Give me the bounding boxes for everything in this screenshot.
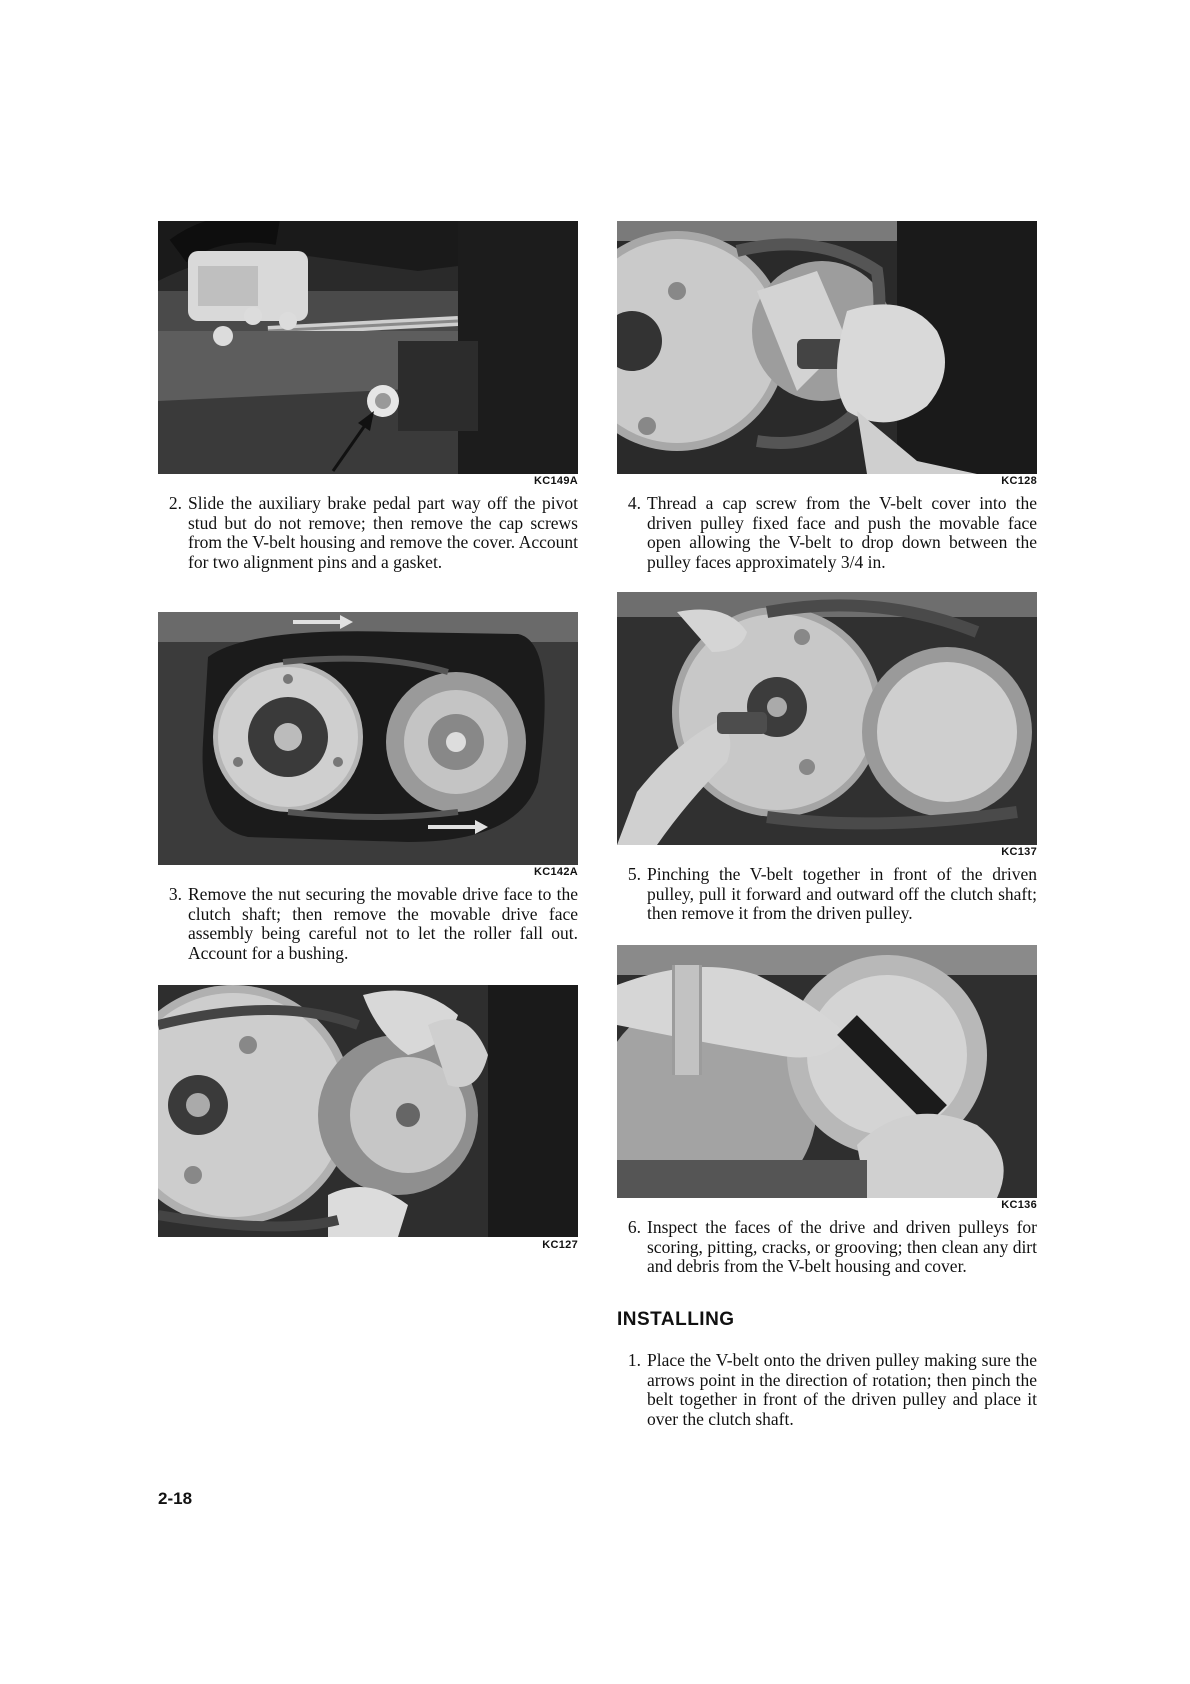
step-5	[617, 865, 1037, 924]
photo-removing-movable-drive-face	[158, 985, 578, 1237]
step-number: 3.	[168, 884, 182, 904]
step-4	[617, 494, 1037, 572]
figure-code-kc149a: KC149A	[534, 475, 578, 487]
photo-cap-screw-driven-pulley	[617, 221, 1037, 474]
step-number: 2.	[168, 493, 182, 513]
figure-code-kc137: KC137	[1001, 846, 1037, 858]
step-number: 6.	[627, 1217, 641, 1237]
step-text: Thread a cap screw from the V-belt cover into the driven pulley fixed face and push the movable face open allowing the V-belt to drop down between the pulley faces approximately 3/4 in.	[647, 493, 1037, 572]
photo-v-belt-housing-cover-removed	[158, 612, 578, 865]
step-number: 5.	[627, 864, 641, 884]
photo-pinching-v-belt	[617, 945, 1037, 1198]
section-heading-installing: INSTALLING	[617, 1309, 735, 1330]
step-2	[158, 494, 578, 572]
figure-code-kc127: KC127	[542, 1239, 578, 1251]
step-number: 1.	[627, 1350, 641, 1370]
install-step-1	[617, 1351, 1037, 1429]
step-6	[617, 1218, 1037, 1277]
step-text: Remove the nut securing the movable drive face to the clutch shaft; then remove the movable drive face assembly being careful not to let the roller fall out. Account for a bushing.	[188, 884, 578, 963]
photo-brake-pedal-pivot	[158, 221, 578, 474]
photo-removing-v-belt-from-clutch	[617, 592, 1037, 845]
step-number: 4.	[627, 493, 641, 513]
figure-code-kc136: KC136	[1001, 1199, 1037, 1211]
step-text: Slide the auxiliary brake pedal part way off the pivot stud but do not remove; then remove the cap screws from the V-belt housing and remove the cover. Account for two alignment pins and a gasket.	[188, 493, 578, 572]
step-text: Pinching the V-belt together in front of the driven pulley, pull it forward and outward off the clutch shaft; then remove it from the driven pulley.	[647, 864, 1037, 923]
step-text: Inspect the faces of the drive and driven pulleys for scoring, pitting, cracks, or grooving; then clean any dirt and debris from the V-belt housing and cover.	[647, 1217, 1037, 1276]
figure-code-kc128: KC128	[1001, 475, 1037, 487]
step-text: Place the V-belt onto the driven pulley making sure the arrows point in the direction of rotation; then pinch the belt together in front of the driven pulley and place it over the clutch shaft.	[647, 1350, 1037, 1429]
page-number: 2-18	[158, 1489, 193, 1508]
step-3	[158, 885, 578, 963]
figure-code-kc142a: KC142A	[534, 866, 578, 878]
